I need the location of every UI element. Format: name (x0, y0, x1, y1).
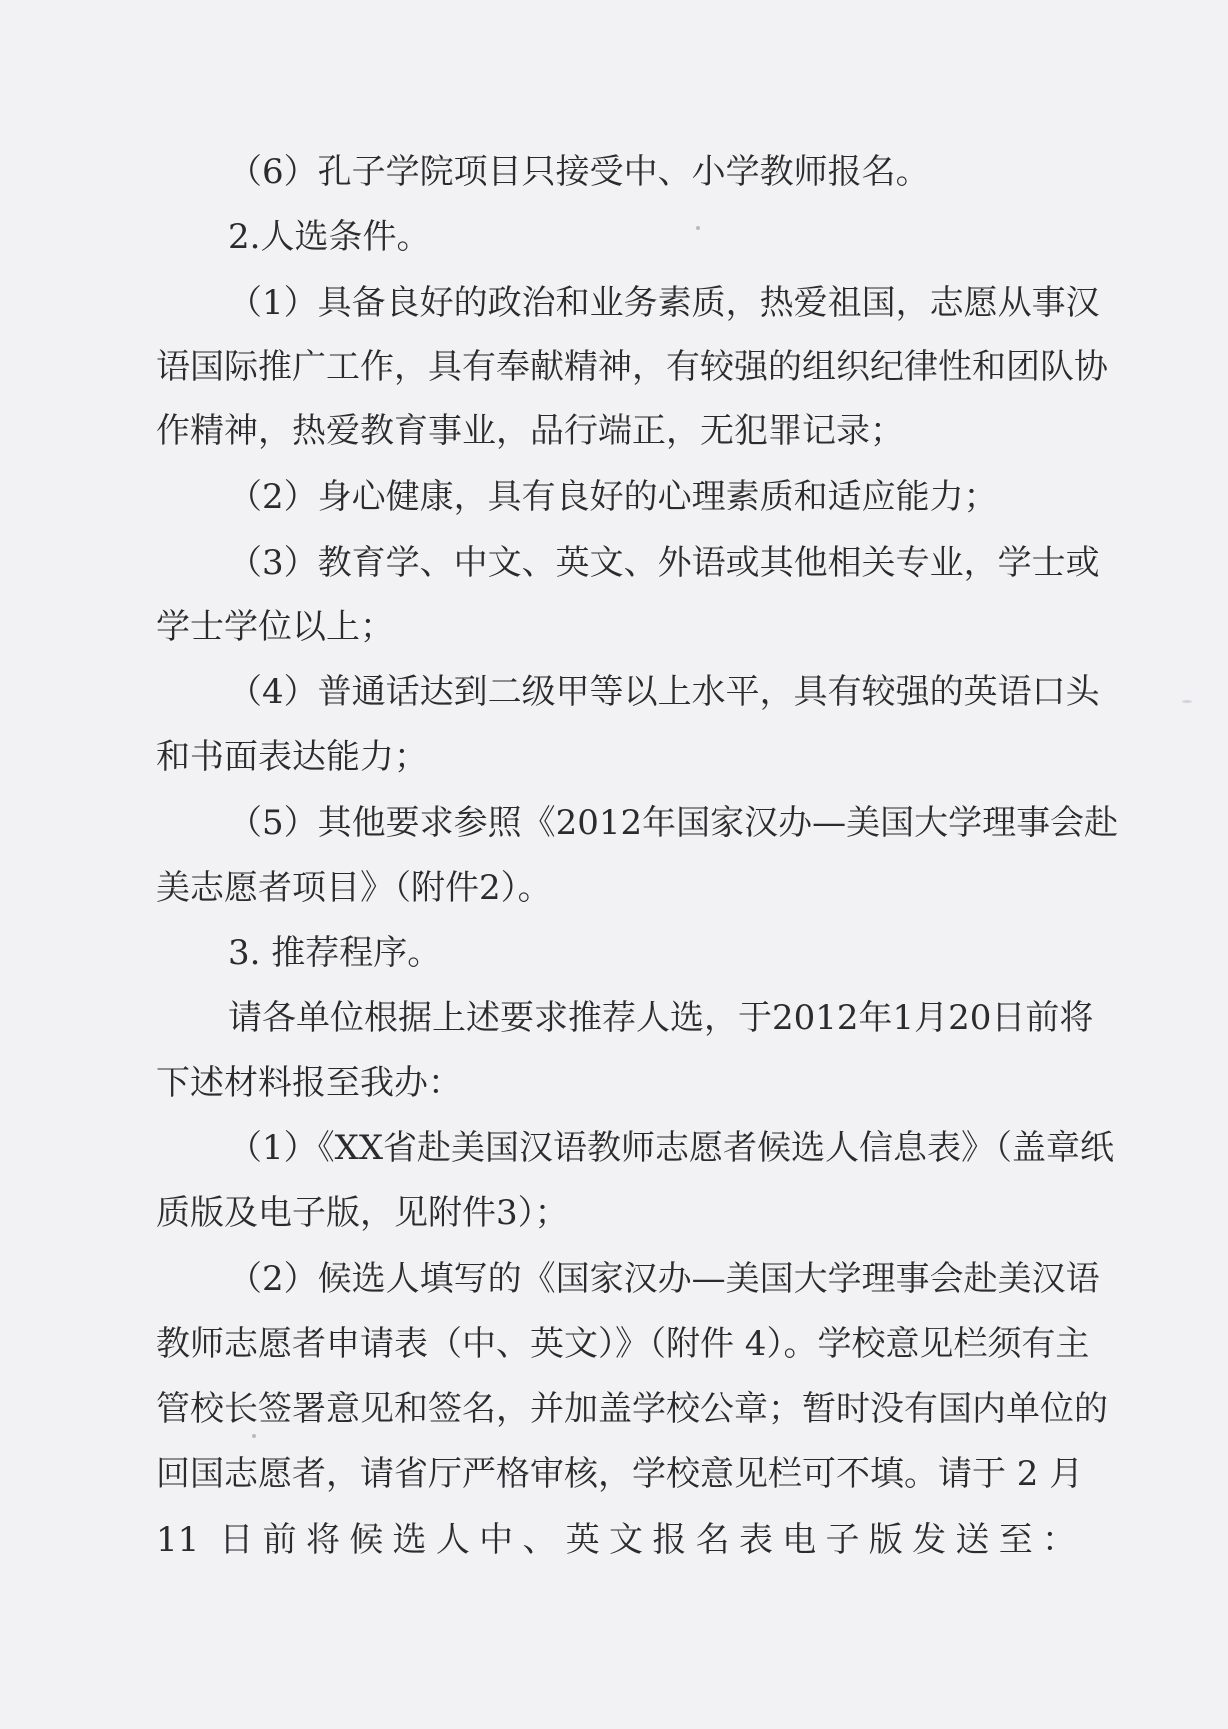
text-line-1: （6）孔子学院项目只接受中、小学教师报名。 (228, 152, 930, 192)
text-line-6: （2）身心健康，具有良好的心理素质和适应能力； (228, 477, 998, 517)
text-line-8: 学士学位以上； (156, 607, 394, 647)
text-line-19: 教师志愿者申请表（中、英文）》（附件 4）。学校意见栏须有主 (156, 1324, 1090, 1364)
text-line-12: 美志愿者项目》（附件2）。 (156, 868, 552, 908)
text-line-20: 管校长签署意见和签名，并加盖学校公章；暂时没有国内单位的 (156, 1389, 1108, 1429)
text-line-17: 质版及电子版，见附件3）； (156, 1193, 569, 1233)
text-line-3: （1）具备良好的政治和业务素质，热爱祖国，志愿从事汉 (228, 283, 1100, 323)
text-line-2: 2.人选条件。 (228, 217, 431, 257)
text-line-9: （4）普通话达到二级甲等以上水平，具有较强的英语口头 (228, 672, 1100, 712)
scan-speck (252, 1434, 256, 1438)
text-line-10: 和书面表达能力； (156, 737, 428, 777)
scan-speck (1182, 700, 1192, 703)
text-line-11: （5）其他要求参照《2012年国家汉办—美国大学理事会赴 (228, 803, 1119, 843)
text-line-7: （3）教育学、中文、英文、外语或其他相关专业，学士或 (228, 543, 1100, 583)
scan-speck (696, 226, 700, 230)
text-line-18: （2）候选人填写的《国家汉办—美国大学理事会赴美汉语 (228, 1259, 1100, 1299)
text-line-13: 3. 推荐程序。 (228, 933, 442, 973)
text-line-4: 语国际推广工作，具有奉献精神，有较强的组织纪律性和团队协 (156, 347, 1108, 387)
text-line-21: 回国志愿者，请省厅严格审核，学校意见栏可不填。请于 2 月 (156, 1454, 1084, 1494)
text-line-15: 下述材料报至我办： (156, 1063, 462, 1103)
text-line-5: 作精神，热爱教育事业，品行端正，无犯罪记录； (156, 411, 904, 451)
text-line-14: 请各单位根据上述要求推荐人选，于2012年1月20日前将 (228, 998, 1094, 1038)
text-line-16: （1）《XX省赴美国汉语教师志愿者候选人信息表》（盖章纸 (228, 1128, 1115, 1168)
text-line-22: 11 日前将候选人中、英文报名表电子版发送至： (156, 1520, 1076, 1560)
